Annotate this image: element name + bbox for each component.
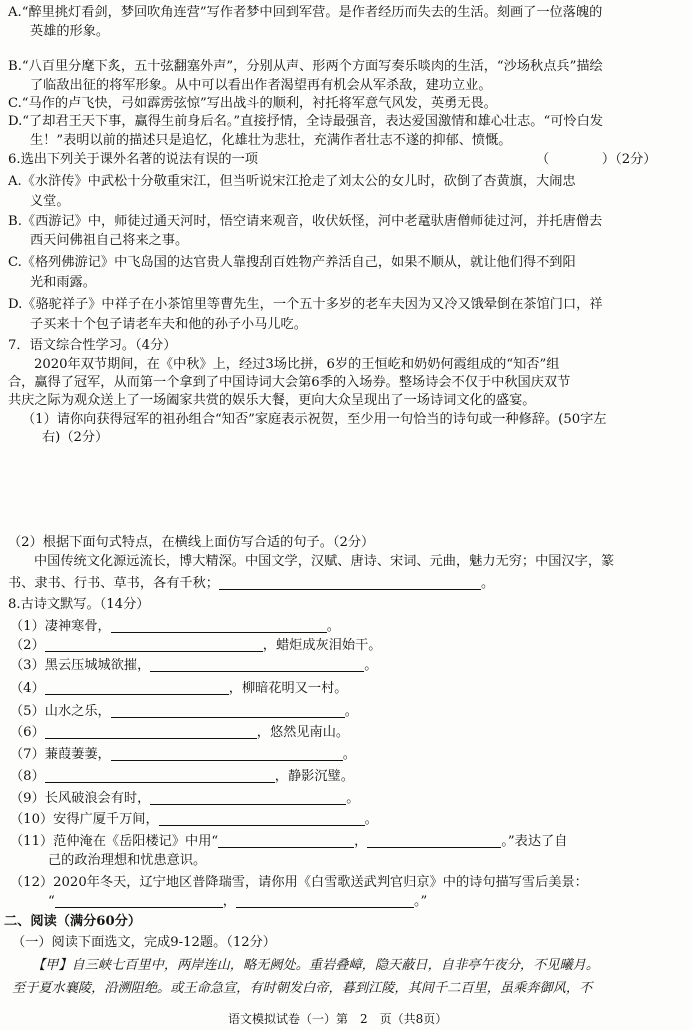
q8-blank-3[interactable] bbox=[150, 657, 364, 672]
q8-item-12-line2 bbox=[48, 893, 427, 911]
q8-item-11-line2: 己的政治理想和忧患意识。 bbox=[48, 853, 207, 868]
q8-item-post: ，柳暗花明又一村。 bbox=[228, 681, 348, 696]
q8-item-12-line1: （12）2020年冬天，辽宁地区普降瑞雪，请你用《白雪歌送武判官归京》中的诗句描写雪后美景： bbox=[10, 875, 588, 890]
reading-passage-line2: 至于夏水襄陵，沿溯阻绝。或王命急宣，有时朝发白帝，暮到江陵，其间千二百里，虽乘奔御风，不 bbox=[12, 981, 593, 996]
q8-item-number: （4） bbox=[10, 681, 45, 696]
q8-blank-11b[interactable] bbox=[367, 833, 501, 848]
q7-sub2-stem: （2）根据下面句式特点，在横线上面仿写合适的句子。（2分） bbox=[8, 535, 375, 550]
reading-subsection-title: （一）阅读下面选文，完成9-12题。（12分） bbox=[12, 935, 276, 950]
q8-item-7 bbox=[10, 746, 356, 764]
section-title-reading: 二、阅读（满分60分） bbox=[4, 914, 142, 929]
q8-item-2 bbox=[10, 637, 381, 655]
q8-item-pre: 凄神寒骨， bbox=[44, 619, 111, 634]
q6-option-a-line2: 义堂。 bbox=[30, 194, 70, 209]
q8-item-number: （3） bbox=[10, 658, 45, 673]
q8-blank-2[interactable] bbox=[45, 637, 263, 652]
q8-item-number: （10） bbox=[10, 812, 54, 827]
q8-blank-12a[interactable] bbox=[55, 893, 223, 908]
q8-item-post: 。 bbox=[364, 812, 378, 827]
q8-item-pre: 长风破浪会有时， bbox=[44, 791, 151, 806]
reading-passage-line1: 【甲】自三峡七百里中，两岸连山，略无阙处。重岩叠嶂，隐天蔽日，自非亭午夜分，不见曦月。 bbox=[32, 958, 600, 973]
q8-blank-9[interactable] bbox=[150, 790, 346, 805]
q6-option-d-line1: D.《骆驼祥子》中祥子在小茶馆里等曹先生，一个五十多岁的老车夫因为又冷又饿晕倒在茶馆门口，祥 bbox=[8, 297, 603, 312]
q5-option-a-line2: 英雄的形象。 bbox=[30, 24, 110, 39]
q8-blank-8[interactable] bbox=[45, 768, 275, 783]
q8-item-post: 。 bbox=[344, 704, 358, 719]
q7-passage-line3: 共庆之际为观众送上了一场阖家共赏的娱乐大餐，更向大众呈现出了一场诗词文化的盛宴。 bbox=[8, 393, 536, 408]
q7-sub2-text-line2 bbox=[8, 575, 494, 593]
q8-item-pre: 蒹葭萋萋， bbox=[44, 747, 111, 762]
q6-option-c-line1: C.《格列佛游记》中飞岛国的达官贵人靠搜刮百姓物产养活自己，如果不顺从，就让他们得不到阳 bbox=[8, 255, 576, 270]
q8-item-11-line1 bbox=[10, 833, 567, 851]
q8-blank-10[interactable] bbox=[159, 811, 365, 826]
q8-item-9 bbox=[10, 790, 359, 808]
q8-item-12-comma: ， bbox=[222, 894, 236, 909]
q6-option-a-line1: A.《水浒传》中武松十分敬重宋江，但当听说宋江抢走了刘太公的女儿时，砍倒了杏黄旗，大闹忠 bbox=[8, 174, 576, 189]
q8-stem: 8.古诗文默写。（14分） bbox=[8, 597, 150, 612]
q8-blank-6[interactable] bbox=[45, 724, 257, 739]
q8-item-3 bbox=[10, 657, 377, 675]
q8-item-number: （5） bbox=[10, 704, 45, 719]
q8-item-1 bbox=[10, 618, 340, 636]
q8-item-post: 。 bbox=[346, 791, 360, 806]
q7-stem: 7．语文综合性学习。（4分） bbox=[8, 338, 177, 353]
q8-item-number: （1） bbox=[10, 619, 45, 634]
page-footer: 语文模拟试卷（一）第 2 页（共8页） bbox=[228, 1012, 448, 1026]
q5-option-a-line1: A.“醉里挑灯看剑，梦回吹角连营”写作者梦中回到军营。是作者经历而失去的生活。刻画了一位落魄的 bbox=[8, 5, 603, 20]
q8-item-5 bbox=[10, 703, 358, 721]
q8-item-number: （2） bbox=[10, 638, 45, 653]
q8-item-pre: 山水之乐， bbox=[44, 704, 111, 719]
q8-item-pre: 黑云压城城欲摧， bbox=[44, 658, 151, 673]
q7-sub2-text-line1: 中国传统文化源远流长，博大精深。中国文学，汉赋、唐诗、宋词、元曲，魅力无穷；中国汉字，篆 bbox=[34, 554, 615, 569]
q8-blank-7[interactable] bbox=[111, 746, 343, 761]
q8-item-number: （9） bbox=[10, 791, 45, 806]
q8-item-11-end: 。”表达了自 bbox=[501, 834, 568, 849]
q8-item-post: 。 bbox=[342, 747, 356, 762]
q6-option-c-line2: 光和雨露。 bbox=[30, 275, 96, 290]
q8-item-number: （7） bbox=[10, 747, 45, 762]
q7-sub1-line1: （1）请你向获得冠军的祖孙组合“知否”家庭表示祝贺，至少用一句恰当的诗句或一种修辞。(50字左 bbox=[22, 412, 607, 427]
q8-item-8 bbox=[10, 768, 354, 786]
q7-sub1-line2: 右)（2分） bbox=[42, 430, 109, 445]
q8-item-10 bbox=[10, 811, 378, 829]
q8-item-post: ，蜡炬成灰泪始干。 bbox=[262, 638, 382, 653]
q8-item-number: （8） bbox=[10, 769, 45, 784]
q6-option-d-line2: 子买来十个包子请老车夫和他的孙子小马儿吃。 bbox=[30, 317, 307, 332]
q8-item-4 bbox=[10, 680, 347, 698]
q8-blank-4[interactable] bbox=[45, 680, 229, 695]
q8-item-12-end: 。” bbox=[413, 894, 428, 909]
q8-item-11-prompt: （11）范仲淹在《岳阳楼记》中用“ bbox=[10, 834, 219, 849]
q8-item-12-open-quote: “ bbox=[48, 894, 55, 909]
q7-sub2-end: 。 bbox=[481, 576, 495, 591]
q5-option-d-line1: D.“了却君王天下事，赢得生前身后名。”直接抒情，全诗最强音，表达爱国激情和雄心壮志。“可怜白发 bbox=[8, 114, 603, 129]
q7-passage-line2: 合，赢得了冠军，从而第一个拿到了中国诗词大会第6季的入场券。整场诗会不仅于中秋国庆双节 bbox=[8, 375, 571, 390]
q6-option-b-line1: B.《西游记》中，师徒过通天河时，悟空请来观音，收伏妖怪，河中老鼋驮唐僧师徒过河，并托唐僧去 bbox=[8, 214, 603, 229]
q5-option-b-line1: B.“八百里分麾下炙，五十弦翻塞外声”，分别从声、形两个方面写奏乐啖肉的生活，“沙场秋点兵”描绘 bbox=[8, 59, 603, 74]
q8-item-number: （6） bbox=[10, 725, 45, 740]
q7-sub2-prompt: 书、隶书、行书、草书，各有千秋； bbox=[8, 576, 219, 591]
q8-item-post: 。 bbox=[326, 619, 340, 634]
q5-option-d-line2: 生！”表明以前的描述只是追忆，化雄壮为悲壮，充满作者壮志不遂的抑郁、愤慨。 bbox=[30, 133, 512, 148]
q8-item-post: 。 bbox=[364, 658, 378, 673]
q8-blank-11a[interactable] bbox=[218, 833, 354, 848]
q8-blank-12b[interactable] bbox=[236, 893, 414, 908]
q6-answer-paren[interactable]: （ ）（2分） bbox=[536, 152, 657, 167]
q7-imitation-blank[interactable] bbox=[219, 575, 481, 590]
q8-item-6 bbox=[10, 724, 349, 742]
q8-item-pre: 安得广厦千万间， bbox=[53, 812, 159, 827]
q8-item-post: ，悠然见南山。 bbox=[256, 725, 350, 740]
q8-item-post: ，静影沉璧。 bbox=[274, 769, 354, 784]
q8-blank-5[interactable] bbox=[111, 703, 345, 718]
q5-option-c: C.“马作的卢飞快，弓如霹雳弦惊”写出战斗的顺利，衬托将军意气风发，英勇无畏。 bbox=[8, 96, 497, 111]
q5-option-b-line2: 了临敌出征的将军形象。从中可以看出作者渴望再有机会从军杀敌，建功立业。 bbox=[30, 78, 492, 93]
q8-blank-1[interactable] bbox=[111, 618, 327, 633]
q7-passage-line1: 2020年双节期间，在《中秋》上，经过3场比拼，6岁的王恒屹和奶奶何霞组成的“知否”组 bbox=[34, 357, 560, 372]
q6-option-b-line2: 西天问佛祖自己将来之事。 bbox=[30, 233, 189, 248]
q6-stem: 6.选出下列关于课外名著的说法有误的一项 bbox=[8, 152, 258, 167]
q8-item-11-comma: ， bbox=[354, 834, 368, 849]
